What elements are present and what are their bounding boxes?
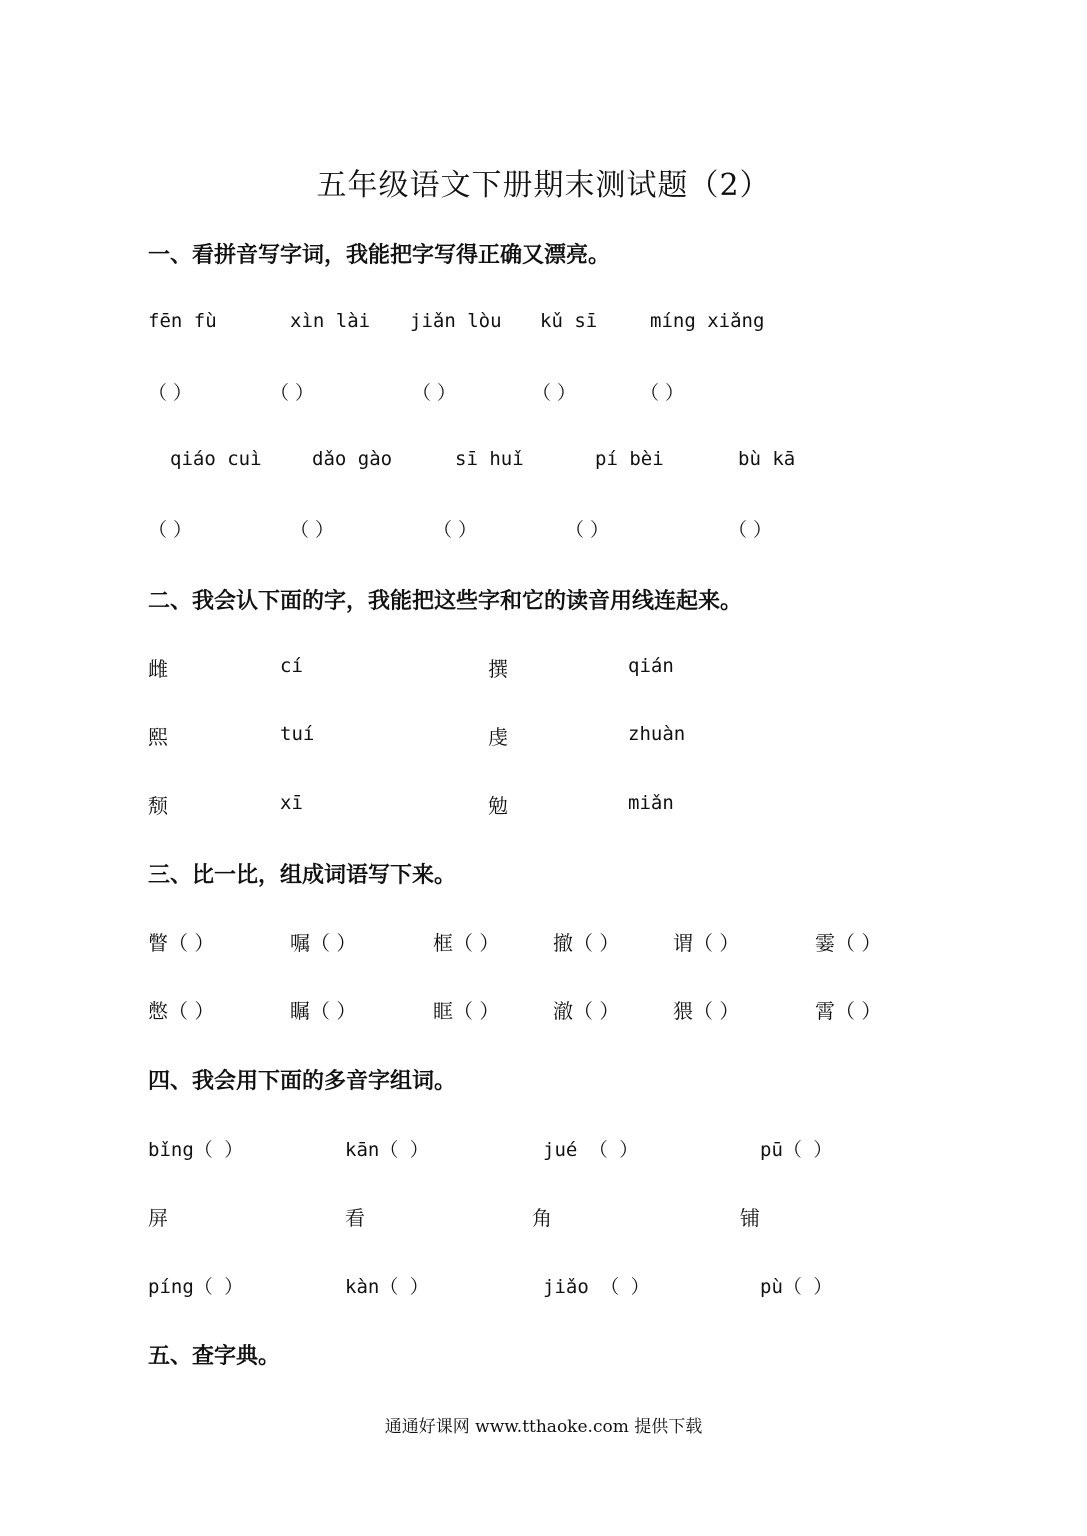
compare-item[interactable]: 框（ ）: [433, 931, 500, 955]
pinyin-item: sī huǐ: [455, 448, 524, 470]
match-char: 雌: [148, 657, 168, 681]
compare-item[interactable]: 霄（ ）: [815, 999, 882, 1023]
answer-blank[interactable]: （ ）: [412, 382, 457, 404]
pinyin-item: kǔ sī: [540, 310, 598, 332]
polyphone-char: 看: [345, 1206, 365, 1230]
polyphone-pinyin[interactable]: pū（ ）: [760, 1139, 833, 1161]
polyphone-char: 铺: [740, 1206, 760, 1230]
compare-item[interactable]: 憋（ ）: [148, 999, 215, 1023]
polyphone-pinyin[interactable]: píng（ ）: [148, 1276, 244, 1298]
answer-blank[interactable]: （ ）: [640, 382, 685, 404]
answer-blank[interactable]: （ ）: [148, 519, 193, 541]
answer-blank[interactable]: （ ）: [532, 382, 577, 404]
section-2-heading: 二、我会认下面的字，我能把这些字和它的读音用线连起来。: [148, 588, 743, 614]
match-char: 勉: [488, 794, 508, 818]
answer-blank[interactable]: （ ）: [290, 519, 335, 541]
pinyin-item: fēn fù: [148, 310, 217, 332]
answer-blank[interactable]: （ ）: [728, 519, 773, 541]
page-footer: 通通好课网 www.tthaoke.com 提供下载: [384, 1417, 703, 1437]
polyphone-pinyin[interactable]: kàn（ ）: [345, 1276, 429, 1298]
answer-blank[interactable]: （ ）: [565, 519, 610, 541]
compare-item[interactable]: 眶（ ）: [433, 999, 500, 1023]
page-title: 五年级语文下册期末测试题（2）: [316, 168, 771, 203]
pinyin-item: xìn lài: [290, 310, 371, 332]
compare-item[interactable]: 嘱（ ）: [290, 931, 357, 955]
match-pinyin: xī: [280, 792, 303, 814]
pinyin-item: míng xiǎng: [650, 310, 765, 332]
pinyin-item: pí bèi: [595, 448, 664, 470]
answer-blank[interactable]: （ ）: [270, 382, 315, 404]
match-pinyin: zhuàn: [628, 723, 686, 745]
section-3-heading: 三、比一比，组成词语写下来。: [148, 862, 457, 888]
match-pinyin: miǎn: [628, 792, 674, 814]
match-pinyin: qián: [628, 655, 674, 677]
compare-item[interactable]: 澈（ ）: [553, 999, 620, 1023]
section-5-heading: 五、查字典。: [148, 1343, 281, 1369]
match-pinyin: tuí: [280, 723, 315, 745]
polyphone-pinyin[interactable]: jué （ ）: [543, 1139, 639, 1161]
match-char: 虔: [488, 725, 508, 749]
pinyin-item: dǎo gào: [312, 448, 393, 470]
match-pinyin: cí: [280, 655, 303, 677]
polyphone-char: 屏: [148, 1206, 168, 1230]
pinyin-item: qiáo cuì: [170, 448, 262, 470]
polyphone-pinyin[interactable]: pù（ ）: [760, 1276, 833, 1298]
compare-item[interactable]: 撤（ ）: [553, 931, 620, 955]
pinyin-item: jiǎn lòu: [410, 310, 502, 332]
match-char: 撰: [488, 657, 508, 681]
answer-blank[interactable]: （ ）: [433, 519, 478, 541]
compare-item[interactable]: 霎（ ）: [815, 931, 882, 955]
match-char: 颓: [148, 794, 168, 818]
match-char: 熙: [148, 725, 168, 749]
compare-item[interactable]: 猥（ ）: [673, 999, 740, 1023]
polyphone-char: 角: [532, 1206, 552, 1230]
pinyin-item: bù kā: [738, 448, 796, 470]
answer-blank[interactable]: （ ）: [148, 382, 193, 404]
compare-item[interactable]: 瞥（ ）: [148, 931, 215, 955]
polyphone-pinyin[interactable]: jiǎo （ ）: [543, 1276, 650, 1298]
compare-item[interactable]: 谓（ ）: [673, 931, 740, 955]
section-1-heading: 一、看拼音写字词，我能把字写得正确又漂亮。: [148, 242, 611, 268]
polyphone-pinyin[interactable]: kān（ ）: [345, 1139, 429, 1161]
compare-item[interactable]: 瞩（ ）: [290, 999, 357, 1023]
section-4-heading: 四、我会用下面的多音字组词。: [148, 1068, 457, 1094]
polyphone-pinyin[interactable]: bǐng（ ）: [148, 1139, 244, 1161]
